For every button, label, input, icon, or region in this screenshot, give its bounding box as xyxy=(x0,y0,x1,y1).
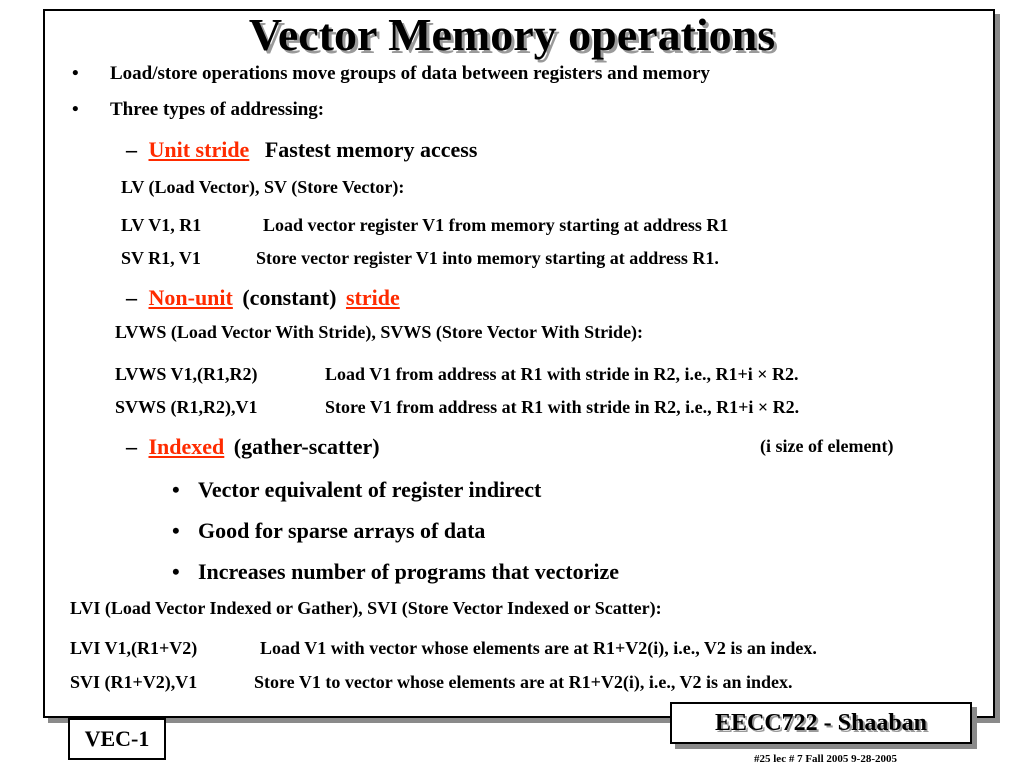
bullet-addressing: Three types of addressing: xyxy=(110,99,325,120)
unit-stride-heading xyxy=(126,136,477,164)
indexed-bullet-2: Good for sparse arrays of data xyxy=(198,518,486,543)
indexed-heading xyxy=(126,433,380,461)
indexed-bullet-1: Vector equivalent of register indirect xyxy=(198,477,542,502)
bullet-icon: • xyxy=(72,99,79,120)
indexed-intro: LVI (Load Vector Indexed or Gather), SVI (Store Vector Indexed or Scatter): xyxy=(70,598,662,618)
non-unit-intro: LVWS (Load Vector With Stride), SVWS (Store Vector With Stride): xyxy=(115,322,644,342)
lv-description: Load vector register V1 from memory starting at address R1 xyxy=(263,215,729,235)
bullet-icon: • xyxy=(172,518,180,543)
lvws-description: Load V1 from address at R1 with stride in R2, i.e., R1+i × R2. xyxy=(325,364,799,384)
unit-stride-label: Unit stride xyxy=(148,137,250,162)
indexed-bullet-3: Increases number of programs that vectorize xyxy=(198,559,619,584)
dash-icon: – xyxy=(126,285,137,310)
unit-stride-intro: LV (Load Vector), SV (Store Vector): xyxy=(121,177,405,197)
lv-instruction: LV V1, R1 xyxy=(121,215,202,235)
lvws-instruction: LVWS V1,(R1,R2) xyxy=(115,364,258,384)
slide-id: VEC-1 xyxy=(84,726,150,751)
svws-description: Store V1 from address at R1 with stride in R2, i.e., R1+i × R2. xyxy=(325,397,800,417)
sv-instruction: SV R1, V1 xyxy=(121,248,201,268)
svi-description: Store V1 to vector whose elements are at R1+V2(i), i.e., V2 is an index. xyxy=(254,672,793,692)
lvi-instruction: LVI V1,(R1+V2) xyxy=(70,638,198,658)
sv-description: Store vector register V1 into memory starting at address R1. xyxy=(256,248,719,268)
unit-stride-desc: Fastest memory access xyxy=(264,137,478,162)
bullet-icon: • xyxy=(72,63,79,84)
svws-instruction: SVWS (R1,R2),V1 xyxy=(115,397,258,417)
footer-info: #25 lec # 7 Fall 2005 9-28-2005 xyxy=(754,753,897,765)
slide-id-box xyxy=(68,718,166,760)
indexed-label: Indexed xyxy=(148,434,225,459)
constant-label: (constant) xyxy=(242,285,337,310)
non-unit-label: Non-unit xyxy=(148,285,233,310)
lvi-description: Load V1 with vector whose elements are at R1+V2(i), i.e., V2 is an index. xyxy=(260,638,817,658)
course-box xyxy=(670,702,972,744)
bullet-load-store: Load/store operations move groups of data between registers and memory xyxy=(110,63,711,84)
dash-icon: – xyxy=(126,434,137,459)
bullet-icon: • xyxy=(172,559,180,584)
svi-instruction: SVI (R1+V2),V1 xyxy=(70,672,198,692)
gather-scatter-label: (gather-scatter) xyxy=(233,434,380,459)
course-label: EECC722 - Shaaban xyxy=(714,710,928,736)
element-size-note: (i size of element) xyxy=(760,436,894,456)
slide-title: Vector Memory operations xyxy=(248,9,776,60)
non-unit-heading xyxy=(126,284,400,312)
bullet-icon: • xyxy=(172,477,180,502)
stride-label: stride xyxy=(345,285,400,310)
dash-icon: – xyxy=(126,137,137,162)
